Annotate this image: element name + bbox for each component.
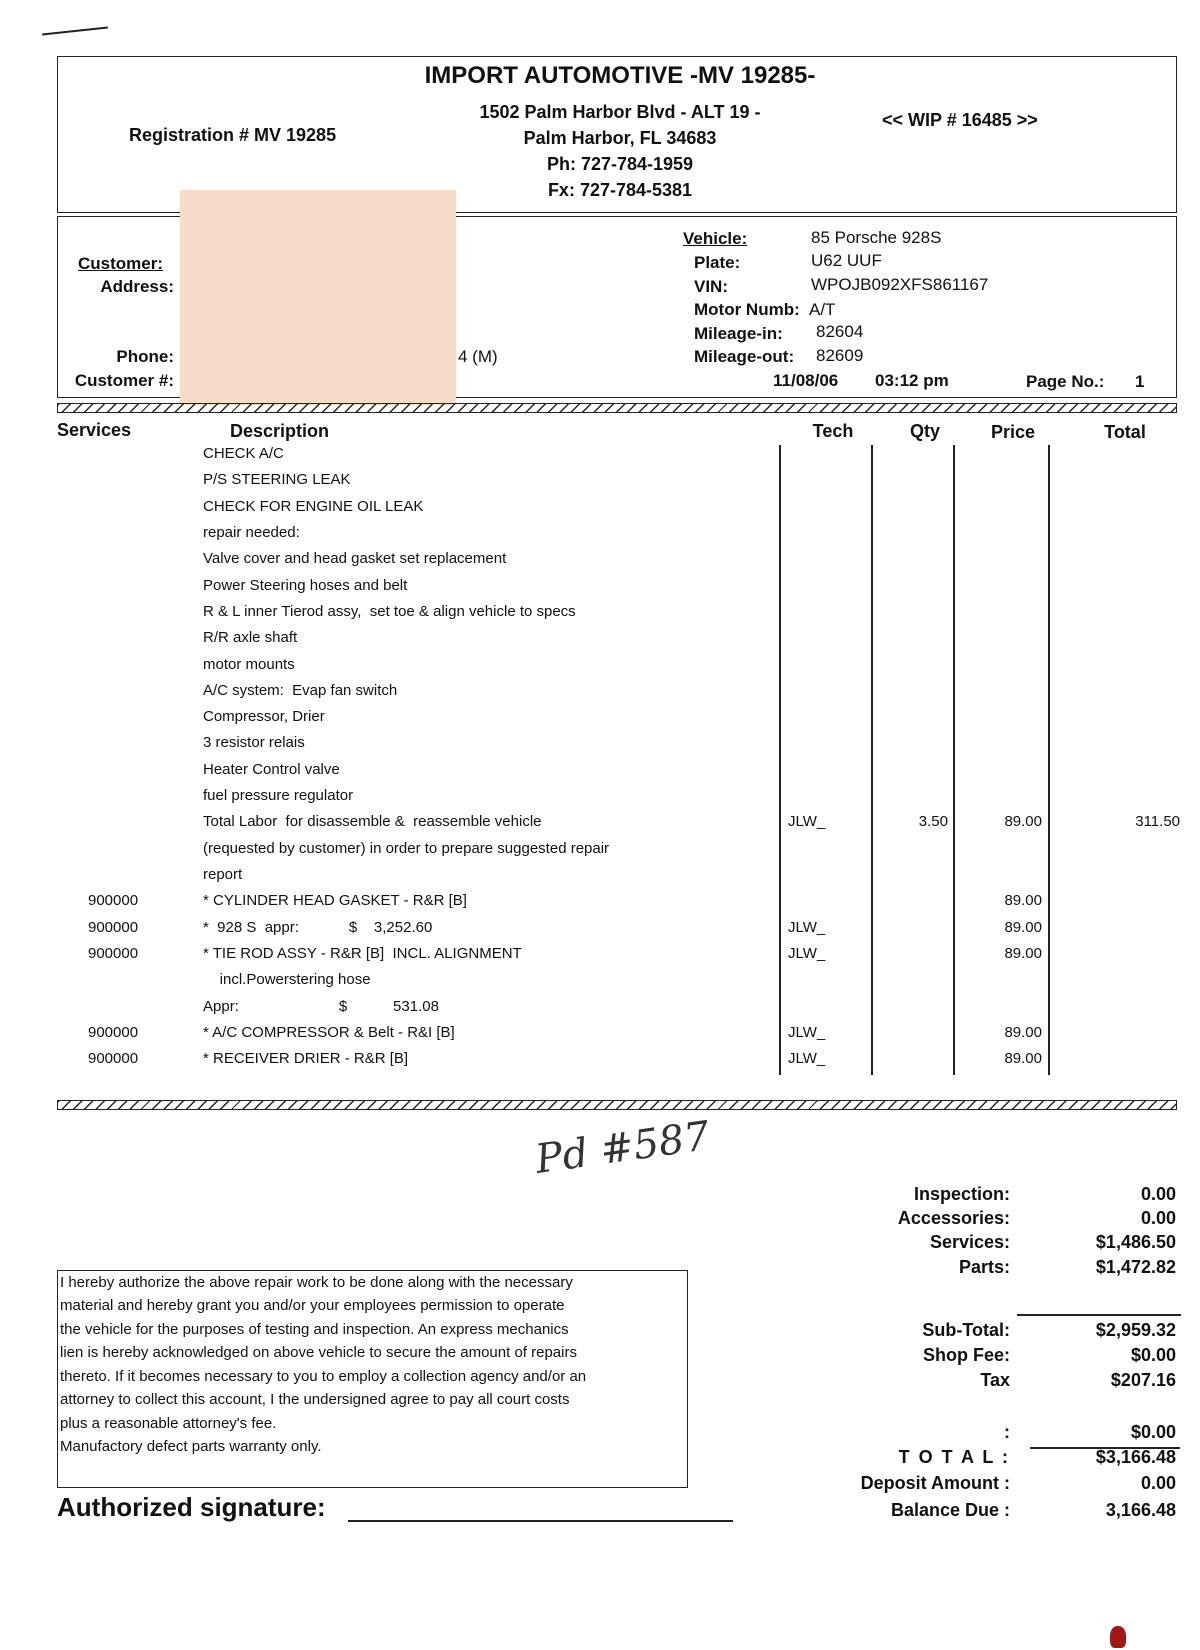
subtotal-label: Sub-Total: (922, 1320, 1010, 1340)
row-description: Appr: $ 531.08 (203, 998, 439, 1015)
other-charge-label: : (1004, 1422, 1010, 1442)
table-bottom-hatch (57, 1100, 1177, 1110)
table-row (0, 945, 1200, 971)
col-header-description: Description (230, 421, 330, 441)
row-service: 900000 (88, 892, 139, 909)
signature-label: Authorized signature: (57, 1492, 326, 1522)
table-row (0, 524, 1200, 550)
motor-value: A/T (809, 300, 836, 319)
table-row (0, 998, 1200, 1024)
row-tech: JLW_ (788, 1024, 826, 1041)
row-total: 311.50 (1135, 813, 1180, 830)
row-description: repair needed: (203, 524, 300, 541)
wip-number: << WIP # 16485 >> (882, 110, 1038, 130)
row-description: (requested by customer) in order to prepare suggested repair (203, 840, 610, 857)
row-description: * TIE ROD ASSY - R&R [B] INCL. ALIGNMENT (203, 945, 522, 962)
shop-name: IMPORT AUTOMOTIVE -MV 19285- (424, 62, 816, 89)
row-tech: JLW_ (788, 945, 826, 962)
authorization-line: I hereby authorize the above repair work to be done along with the necessary (60, 1274, 573, 1291)
table-row (0, 656, 1200, 682)
authorization-line: thereto. If it becomes necessary to you to employ a collection agency and/or an (60, 1368, 587, 1385)
table-row (0, 1024, 1200, 1050)
table-row (0, 471, 1200, 497)
row-description: fuel pressure regulator (203, 787, 354, 804)
mileage-in-value: 82604 (816, 322, 864, 341)
table-row (0, 919, 1200, 945)
table-row (0, 971, 1200, 997)
row-description: Valve cover and head gasket set replacement (203, 550, 507, 567)
table-row (0, 603, 1200, 629)
registration-number: Registration # MV 19285 (129, 125, 337, 145)
col-header-tech: Tech (812, 421, 854, 441)
table-row (0, 445, 1200, 471)
table-row (0, 734, 1200, 760)
vehicle-label: Vehicle: (683, 229, 748, 248)
redacted-customer-info (180, 190, 456, 405)
pen-mark (42, 27, 108, 36)
table-row (0, 550, 1200, 576)
row-description: CHECK FOR ENGINE OIL LEAK (203, 498, 424, 515)
row-description: report (203, 866, 243, 883)
row-tech: JLW_ (788, 919, 826, 936)
row-price: 89.00 (1004, 1050, 1042, 1067)
row-description: Compressor, Drier (203, 708, 325, 725)
table-row (0, 813, 1200, 839)
mileage-out-value: 82609 (816, 346, 864, 365)
table-row (0, 787, 1200, 813)
row-price: 89.00 (1004, 945, 1042, 962)
table-row (0, 866, 1200, 892)
plate-value: U62 UUF (811, 251, 882, 270)
col-header-total: Total (1104, 422, 1146, 442)
handwritten-paid-note: Pd #587 (532, 1113, 713, 1183)
shop-fee-label: Shop Fee: (922, 1345, 1010, 1365)
inspection-value: 0.00 (1140, 1184, 1176, 1204)
shop-address-line2: Palm Harbor, FL 34683 (523, 128, 717, 148)
authorization-line: the vehicle for the purposes of testing and inspection. An express mechanics (60, 1321, 569, 1338)
row-description: * 928 S appr: $ 3,252.60 (203, 919, 433, 936)
motor-label: Motor Numb: (694, 300, 800, 319)
services-total-value: $1,486.50 (1095, 1232, 1176, 1252)
col-header-price: Price (990, 422, 1036, 442)
vehicle-value: 85 Porsche 928S (811, 228, 942, 247)
row-description: A/C system: Evap fan switch (203, 682, 398, 699)
shop-fax: Fx: 727-784-5381 (547, 180, 693, 200)
tax-value: $207.16 (1110, 1370, 1176, 1390)
deposit-label: Deposit Amount : (860, 1473, 1010, 1493)
table-row (0, 840, 1200, 866)
customer-number-label: Customer #: (74, 371, 174, 390)
table-row (0, 577, 1200, 603)
authorization-line: material and hereby grant you and/or your employees permission to operate (60, 1297, 565, 1314)
row-description: * A/C COMPRESSOR & Belt - R&I [B] (203, 1024, 455, 1041)
other-charge-value: $0.00 (1130, 1422, 1176, 1442)
authorization-line: attorney to collect this account, I the undersigned agree to pay all court costs (60, 1391, 570, 1408)
grand-total-value: $3,166.48 (1095, 1447, 1176, 1467)
row-description: incl.Powerstering hose (203, 971, 371, 988)
authorization-line: Manufactory defect parts warranty only. (60, 1438, 322, 1455)
row-service: 900000 (88, 945, 139, 962)
parts-total-value: $1,472.82 (1095, 1257, 1176, 1277)
vin-label: VIN: (694, 277, 728, 296)
red-ink-mark (1110, 1626, 1126, 1648)
grand-total-label: T O T A L : (898, 1447, 1010, 1467)
col-header-services: Services (57, 420, 132, 440)
subtotal-rule (1017, 1314, 1181, 1316)
shop-phone: Ph: 727-784-1959 (546, 154, 694, 174)
table-row (0, 682, 1200, 708)
table-row (0, 498, 1200, 524)
authorization-line: plus a reasonable attorney's fee. (60, 1415, 277, 1432)
address-label: Address: (100, 277, 174, 296)
signature-line[interactable] (348, 1520, 733, 1522)
row-price: 89.00 (1004, 919, 1042, 936)
table-row (0, 892, 1200, 918)
balance-due-value: 3,166.48 (1105, 1500, 1176, 1520)
page-number-value: 1 (1135, 372, 1145, 391)
customer-label: Customer: (77, 254, 163, 273)
tax-label: Tax (980, 1370, 1010, 1390)
page-number-label: Page No.: (1026, 372, 1105, 391)
row-service: 900000 (88, 919, 139, 936)
row-description: Power Steering hoses and belt (203, 577, 408, 594)
authorization-line: lien is hereby acknowledged on above vehicle to secure the amount of repairs (60, 1344, 577, 1361)
row-description: P/S STEERING LEAK (203, 471, 351, 488)
row-description: * RECEIVER DRIER - R&R [B] (203, 1050, 409, 1067)
table-row (0, 708, 1200, 734)
deposit-value: 0.00 (1140, 1473, 1176, 1493)
accessories-value: 0.00 (1140, 1208, 1176, 1228)
row-price: 89.00 (1004, 813, 1042, 830)
row-price: 89.00 (1004, 1024, 1042, 1041)
services-total-label: Services: (929, 1232, 1010, 1252)
mileage-out-label: Mileage-out: (694, 347, 795, 366)
invoice-time: 03:12 pm (875, 371, 949, 390)
row-description: * CYLINDER HEAD GASKET - R&R [B] (203, 892, 467, 909)
row-description: motor mounts (203, 656, 295, 673)
mileage-in-label: Mileage-in: (694, 324, 783, 343)
row-description: R/R axle shaft (203, 629, 298, 646)
row-qty: 3.50 (918, 813, 948, 830)
plate-label: Plate: (694, 253, 741, 272)
shop-address-line1: 1502 Palm Harbor Blvd - ALT 19 - (479, 102, 761, 122)
subtotal-value: $2,959.32 (1095, 1320, 1176, 1340)
vin-value: WPOJB092XFS861167 (811, 275, 989, 294)
shop-fee-value: $0.00 (1130, 1345, 1176, 1365)
accessories-label: Accessories: (897, 1208, 1010, 1228)
phone-label: Phone: (116, 347, 174, 366)
inspection-label: Inspection: (913, 1184, 1010, 1204)
row-service: 900000 (88, 1050, 139, 1067)
row-tech: JLW_ (788, 1050, 826, 1067)
row-description: Total Labor for disassemble & reassemble vehicle (203, 813, 542, 830)
table-row (0, 761, 1200, 787)
row-service: 900000 (88, 1024, 139, 1041)
row-price: 89.00 (1004, 892, 1042, 909)
table-top-hatch (57, 403, 1177, 413)
row-tech: JLW_ (788, 813, 826, 830)
row-description: R & L inner Tierod assy, set toe & align vehicle to specs (203, 603, 576, 620)
table-row (0, 1050, 1200, 1076)
col-header-qty: Qty (909, 421, 940, 441)
row-description: 3 resistor relais (203, 734, 305, 751)
phone-suffix: 4 (M) (458, 347, 498, 366)
row-description: CHECK A/C (203, 445, 284, 462)
balance-due-label: Balance Due : (890, 1500, 1010, 1520)
row-description: Heater Control valve (203, 761, 340, 778)
table-row (0, 629, 1200, 655)
invoice-date: 11/08/06 (773, 371, 839, 390)
parts-total-label: Parts: (958, 1257, 1010, 1277)
